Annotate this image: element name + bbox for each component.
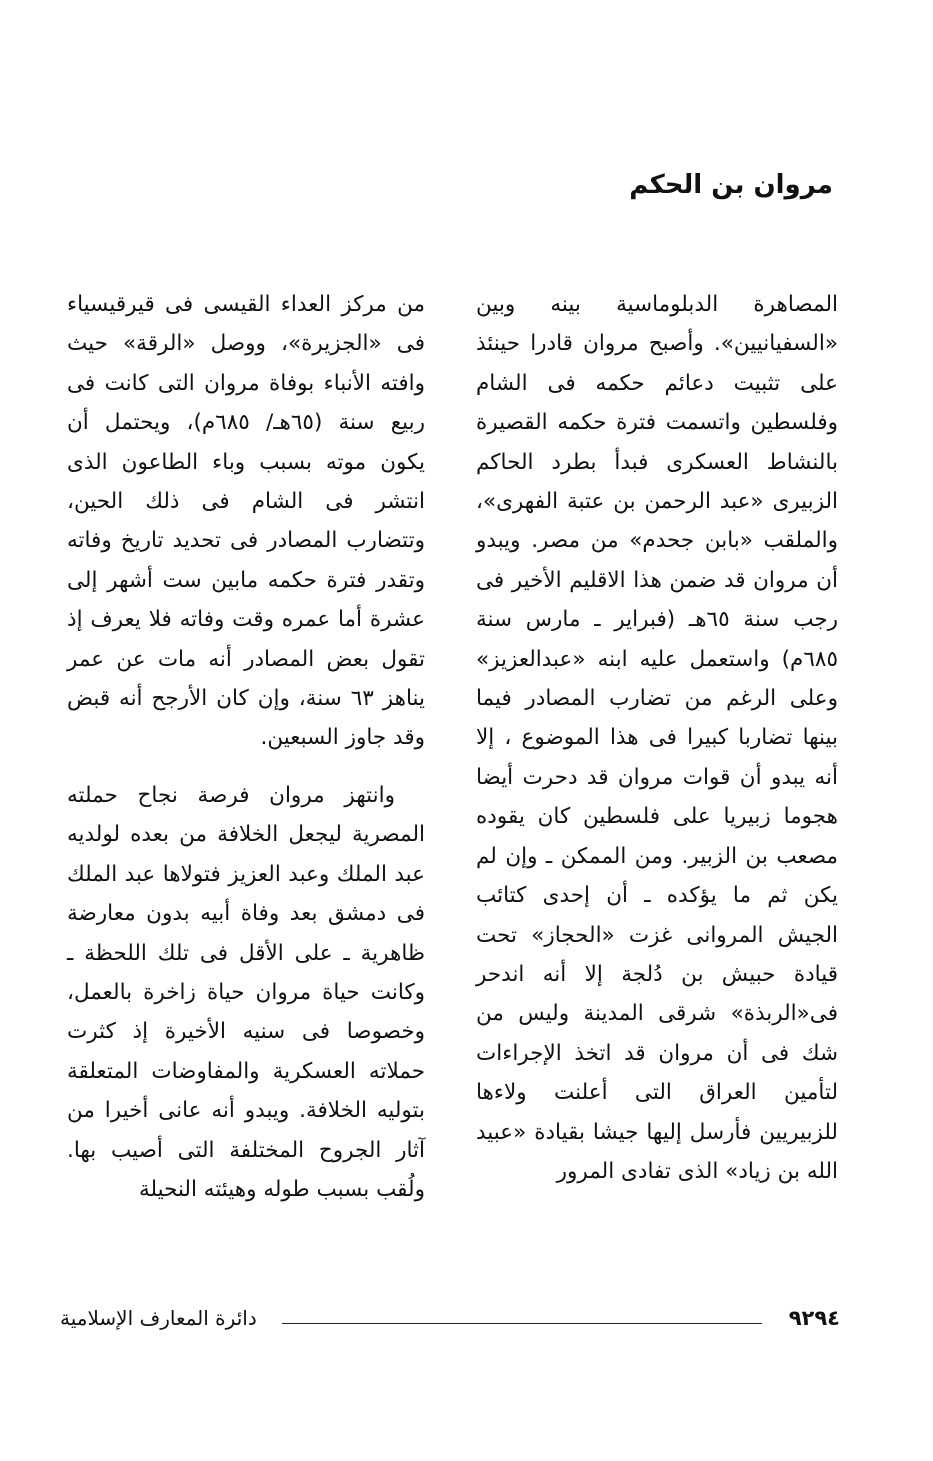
footer-divider <box>282 1323 762 1324</box>
page-footer <box>60 1306 840 1340</box>
page-number: ٩٢٩٤ <box>788 1306 840 1330</box>
paragraph: المصاهرة الدبلوماسية بينه وبين «السفيانيين». وأصبح مروان قادرا حينئذ على تثبيت دعائم حكمه فى الشام وفلسطين واتسمت فترة حكمه القصيرة بالنشاط العسكرى فبدأ بطرد الحاكم الزبيرى «عبد الرحمن بن عتبة الفهرى»، والملقب «بابن جحدم» من مصر. ويبدو أن مروان قد ضمن هذا الاقليم الأخير فى رجب سنة ٦٥هـ (فبراير ـ مارس سنة ٦٨٥م) واستعمل عليه ابنه «عبدالعزيز» وعلى الرغم من تضارب المصادر فيما بينها تضاربا كبيرا فى هذا الموضوع ، إلا أنه يبدو أن قوات مروان قد دحرت أيضا هجوما زبيريا على فلسطين كان يقوده مصعب بن الزبير. ومن الممكن ـ وإن لم يكن ثم ما يؤكده ـ أن إحدى كتائب الجيش المروانى غزت «الحجاز» تحت قيادة حبيش بن دُلجة إلا أنه اندحر فى«الربذة» شرقى المدينة وليس من شك فى أن مروان قد اتخذ الإجراءات لتأمين العراق التى أعلنت ولاءها للزبيريين فأرسل إليها جيشا بقيادة «عبيد الله بن زياد» الذى تفادى المرور <box>476 292 838 1184</box>
paragraph: من مركز العداء القيسى فى قيرقيسياء فى «الجزيرة»، ووصل «الرقة» حيث وافته الأنباء بوفاة مروان التى كانت فى ربيع سنة (٦٥هـ/ ٦٨٥م)، ويحتمل أن يكون موته بسبب وباء الطاعون الذى انتشر فى الشام فى ذلك الحين، وتتضارب المصادر فى تحديد تاريخ وفاته وتقدر فترة حكمه مابين ست أشهر إلى عشرة أما عمره وقت وفاته فلا يعرف إذ تقول بعض المصادر أنه مات عن عمر يناهز ٦٣ سنة، وإن كان الأرجح أنه قبض وقد جاوز السبعين. <box>67 292 426 751</box>
text-column-right <box>476 285 838 1191</box>
text-column-left <box>67 285 425 1209</box>
paragraph: وانتهز مروان فرصة نجاح حملته المصرية ليجعل الخلافة من بعده لولديه عبد الملك وعبد العزيز فتولاها عبد الملك فى دمشق بعد وفاة أبيه بدون معارضة ظاهرية ـ على الأقل فى تلك اللحظة ـ وكانت حياة مروان حياة زاخرة بالعمل، وخصوصا فى سنيه الأخيرة إذ كثرت حملاته العسكرية والمفاوضات المتعلقة بتوليه الخلافة. ويبدو أنه عانى أخيرا من آثار الجروح المختلفة التى أصيب بها. ولُقب بسبب طوله وهيئته النحيلة <box>67 782 425 1202</box>
article-title: مروان بن الحكم <box>629 170 833 200</box>
publication-name: دائرة المعارف الإسلامية <box>60 1306 257 1330</box>
